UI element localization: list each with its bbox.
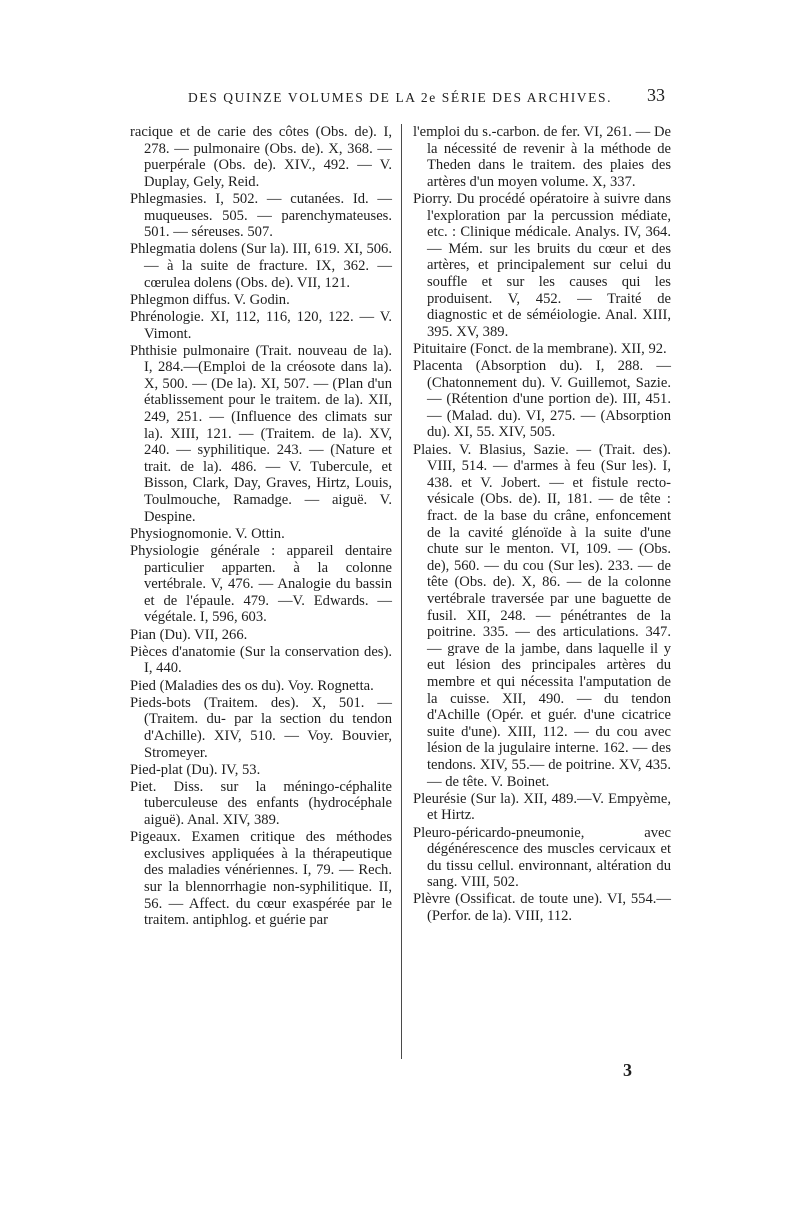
- index-entry: Plèvre (Ossificat. de toute une). VI, 554.— (Perfor. de la). VIII, 112.: [413, 891, 671, 925]
- index-entry: Pied-plat (Du). IV, 53.: [130, 761, 261, 778]
- right-column: [413, 124, 671, 1064]
- signature-mark: 3: [623, 1060, 632, 1080]
- index-entry: Pieds-bots (Traitem. des). X, 501. — (Traitem. du- par la section du tendon d'Achille). XIV, 510. — Voy. Bouvier, Stromeyer.: [130, 694, 392, 761]
- index-entry: Phrénologie. XI, 112, 116, 120, 122. — V. Vimont.: [130, 308, 392, 342]
- index-entry: Physiognomonie. V. Ottin.: [130, 525, 285, 542]
- index-entry: Pituitaire (Fonct. de la membrane). XII, 92.: [413, 340, 667, 357]
- index-entry: racique et de carie des côtes (Obs. de). I, 278. — pulmonaire (Obs. de). X, 368. — puerpérale (Obs. de). XIV., 492. — V. Duplay, Gely, Reid.: [130, 124, 392, 190]
- index-entry: Phlegmon diffus. V. Godin.: [130, 291, 290, 308]
- index-entry: Physiologie générale : appareil dentaire particulier apparten. à la colonne vertébrale. V, 476. — Analogie du bassin et de l'épaule. 479. —V. Edwards. — végétale. I, 596, 603.: [130, 543, 392, 626]
- index-entry: l'emploi du s.-carbon. de fer. VI, 261. — De la nécessité de revenir à la méthode de Theden dans le traitem. des plaies des artères d'un moyen volume. X, 337.: [413, 124, 671, 190]
- index-entry: Pigeaux. Examen critique des méthodes exclusives appliquées à la thérapeutique des maladies vénériennes. I, 79. — Rech. sur la blennorrhagie non-syphilitique. II, 56. — Affect. du cœur exaspérée par le traitem. antiphlog. et guérie par: [130, 829, 392, 929]
- index-entry: Placenta (Absorption du). I, 288. — (Chatonnement du). V. Guillemot, Sazie. — (Rétention d'une portion de). III, 451. — (Malad. du). VI, 275. — (Absorption du). XI, 55. XIV, 505.: [413, 358, 671, 441]
- running-title: DES QUINZE VOLUMES DE LA 2e SÉRIE DES ARCHIVES.: [188, 90, 613, 105]
- index-entry: Pied (Maladies des os du). Voy. Rognetta.: [130, 677, 374, 694]
- column-divider: [401, 124, 402, 1059]
- index-entry: Piet. Diss. sur la méningo-céphalite tuberculeuse des enfants (hydrocéphale aiguë). Anal. XIV, 389.: [130, 778, 392, 829]
- index-entry: Phthisie pulmonaire (Trait. nouveau de la). I, 284.—(Emploi de la créosote dans la). X, 500. — (De la). XI, 507. — (Plan d'un établissement pour le traitem. de la). XII, 249, 251. — (Influence des climats sur la). XIII, 121. — (Traitem. de la). XV, 240. — syphilitique. 243. — (Nature et trait. de la). 486. — V. Tubercule, et Bisson, Clark, Day, Graves, Hirtz, Louis, Toulmouche, Ramadge. — aiguë. V. Despine.: [130, 342, 392, 525]
- index-entry: Phlegmatia dolens (Sur la). III, 619. XI, 506. — à la suite de fracture. IX, 362. — cœrulea dolens (Obs. de). VII, 121.: [130, 241, 392, 291]
- index-entry: Piorry. Du procédé opératoire à suivre dans l'exploration par la percussion médiate, etc. : Clinique médicale. Analys. IV, 364. — Mém. sur les bruits du cœur et des artères, et principalement sur celui du souffle et sur les causes qui les produisent. V, 452. — Traité de diagnostic et de séméiologie. Anal. XIII, 395. XV, 389.: [413, 190, 671, 340]
- page-number: 33: [647, 85, 665, 105]
- index-entry: Pian (Du). VII, 266.: [130, 626, 248, 643]
- index-entry: Phlegmasies. I, 502. — cutanées. Id. — muqueuses. 505. — parenchymateuses. 501. — séreuses. 507.: [130, 190, 392, 241]
- left-column: [130, 124, 392, 1064]
- index-entry: Pleuro-péricardo-pneumonie, avec dégénérescence des muscles cervicaux et du tissu cellul. environnant, altération du sang. VIII, 502.: [413, 824, 671, 891]
- index-entry: Pièces d'anatomie (Sur la conservation des). I, 440.: [130, 643, 392, 677]
- index-entry: Plaies. V. Blasius, Sazie. — (Trait. des). VIII, 514. — d'armes à feu (Sur les). I, 438. et V. Jobert. — et fistule recto-vésicale (Obs. de). II, 181. — de tête : fract. de la base du crâne, enfoncement de la cavité glénoïde à la suite d'une chute sur le menton. VI, 109. — (Obs. de), 560. — du cou (Sur les). 233. — de tête (Obs. de). X, 86. — de la colonne vertébrale traversée par une baguette de fusil. XII, 248. — pénétrantes de la poitrine. 335. — des articulations. 347. — grave de la jambe, dans laquelle il y eut lésion des principales artères du membre et qui nécessita l'amputation de la cuisse. XII, 490. — du tendon d'Achille (Opér. et guér. d'une cicatrice suite d'une). XIII, 112. — du cou avec lésion de la jugulaire interne. 162. — des tendons. XIV, 55.— de poitrine. XV, 435. — de tête. V. Boinet.: [413, 441, 671, 790]
- running-header: [140, 84, 665, 114]
- index-entry: Pleurésie (Sur la). XII, 489.—V. Empyème, et Hirtz.: [413, 790, 671, 824]
